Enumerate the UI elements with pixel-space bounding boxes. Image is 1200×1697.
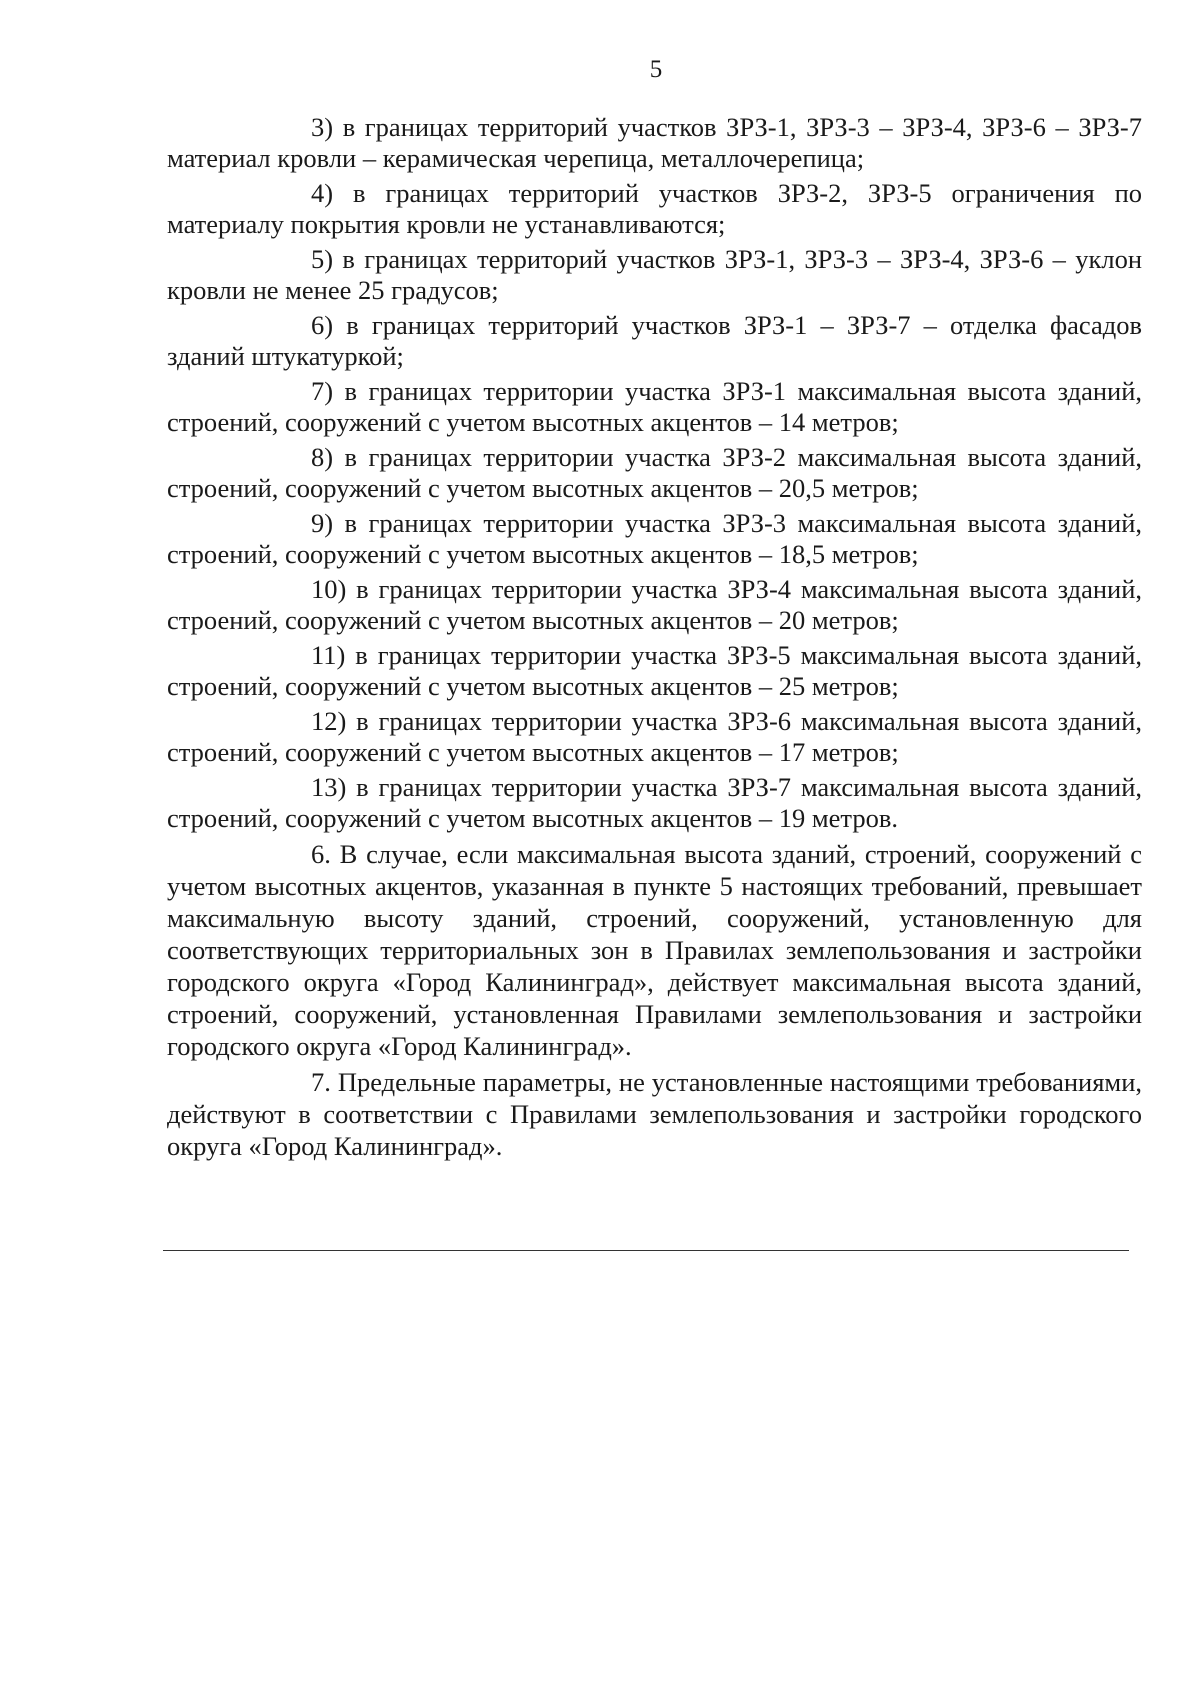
item-number: 9) xyxy=(311,508,334,538)
list-item xyxy=(167,310,1142,372)
clause-paragraph xyxy=(167,1066,1142,1162)
list-item xyxy=(167,442,1142,504)
item-text: в границах территории участка ЗРЗ-4 максимальная высота зданий, строений, сооружений с учетом высотных акцентов – 20 метров; xyxy=(167,574,1143,635)
list-item xyxy=(167,244,1142,306)
clause-text: Предельные параметры, не установленные настоящими требованиями, действуют в соответствии с Правилами землепользования и застройки городского округа «Город Калининград». xyxy=(167,1067,1142,1161)
item-number: 4) xyxy=(311,178,334,208)
item-text: в границах территории участка ЗРЗ-2 максимальная высота зданий, строений, сооружений с учетом высотных акцентов – 20,5 метров; xyxy=(167,442,1143,503)
item-text: в границах территории участка ЗРЗ-5 максимальная высота зданий, строений, сооружений с учетом высотных акцентов – 25 метров; xyxy=(167,640,1143,701)
item-text: в границах территорий участков ЗРЗ-1, ЗРЗ-3 – ЗРЗ-4, ЗРЗ-6 – ЗРЗ-7 материал кровли – керамическая черепица, металлочерепица; xyxy=(167,112,1143,173)
list-item xyxy=(167,376,1142,438)
list-item xyxy=(167,508,1142,570)
list-item xyxy=(167,772,1142,834)
page-number: 5 xyxy=(649,56,663,83)
item-text: в границах территории участка ЗРЗ-6 максимальная высота зданий, строений, сооружений с учетом высотных акцентов – 17 метров; xyxy=(167,706,1143,767)
clause-paragraph xyxy=(167,838,1142,1062)
item-number: 13) xyxy=(311,772,347,802)
item-text: в границах территорий участков ЗРЗ-1, ЗРЗ-3 – ЗРЗ-4, ЗРЗ-6 – уклон кровли не менее 25 градусов; xyxy=(167,244,1142,305)
item-number: 11) xyxy=(311,640,346,670)
list-item xyxy=(167,178,1142,240)
item-number: 12) xyxy=(311,706,347,736)
item-number: 7) xyxy=(311,376,334,406)
document-body xyxy=(167,112,1142,1166)
clause-number: 7. xyxy=(311,1067,331,1097)
item-text: в границах территорий участков ЗРЗ-1 – ЗРЗ-7 – отделка фасадов зданий штукатуркой; xyxy=(167,310,1142,371)
item-text: в границах территории участка ЗРЗ-7 максимальная высота зданий, строений, сооружений с учетом высотных акцентов – 19 метров. xyxy=(167,772,1143,833)
item-text: в границах территории участка ЗРЗ-1 максимальная высота зданий, строений, сооружений с учетом высотных акцентов – 14 метров; xyxy=(167,376,1143,437)
item-number: 10) xyxy=(311,574,347,604)
horizontal-divider xyxy=(163,1250,1129,1251)
item-text: в границах территории участка ЗРЗ-3 максимальная высота зданий, строений, сооружений с учетом высотных акцентов – 18,5 метров; xyxy=(167,508,1143,569)
list-item xyxy=(167,112,1142,174)
clause-number: 6. xyxy=(311,839,331,869)
clause-text: В случае, если максимальная высота зданий, строений, сооружений с учетом высотных акцентов, указанная в пункте 5 настоящих требований, превышает максимальную высоту зданий, строений, сооружений, установленную для соответствующих территориальных зон в Правилах землепользования и застройки городского округа «Город Калининград», действует максимальная высота зданий, строений, сооружений, установленная Правилами землепользования и застройки городского округа «Город Калининград». xyxy=(167,839,1143,1061)
item-text: в границах территорий участков ЗРЗ-2, ЗРЗ-5 ограничения по материалу покрытия кровли не устанавливаются; xyxy=(167,178,1142,239)
list-item xyxy=(167,706,1142,768)
item-number: 5) xyxy=(311,244,334,274)
list-item xyxy=(167,640,1142,702)
item-number: 6) xyxy=(311,310,334,340)
item-number: 8) xyxy=(311,442,334,472)
list-item xyxy=(167,574,1142,636)
item-number: 3) xyxy=(311,112,334,142)
